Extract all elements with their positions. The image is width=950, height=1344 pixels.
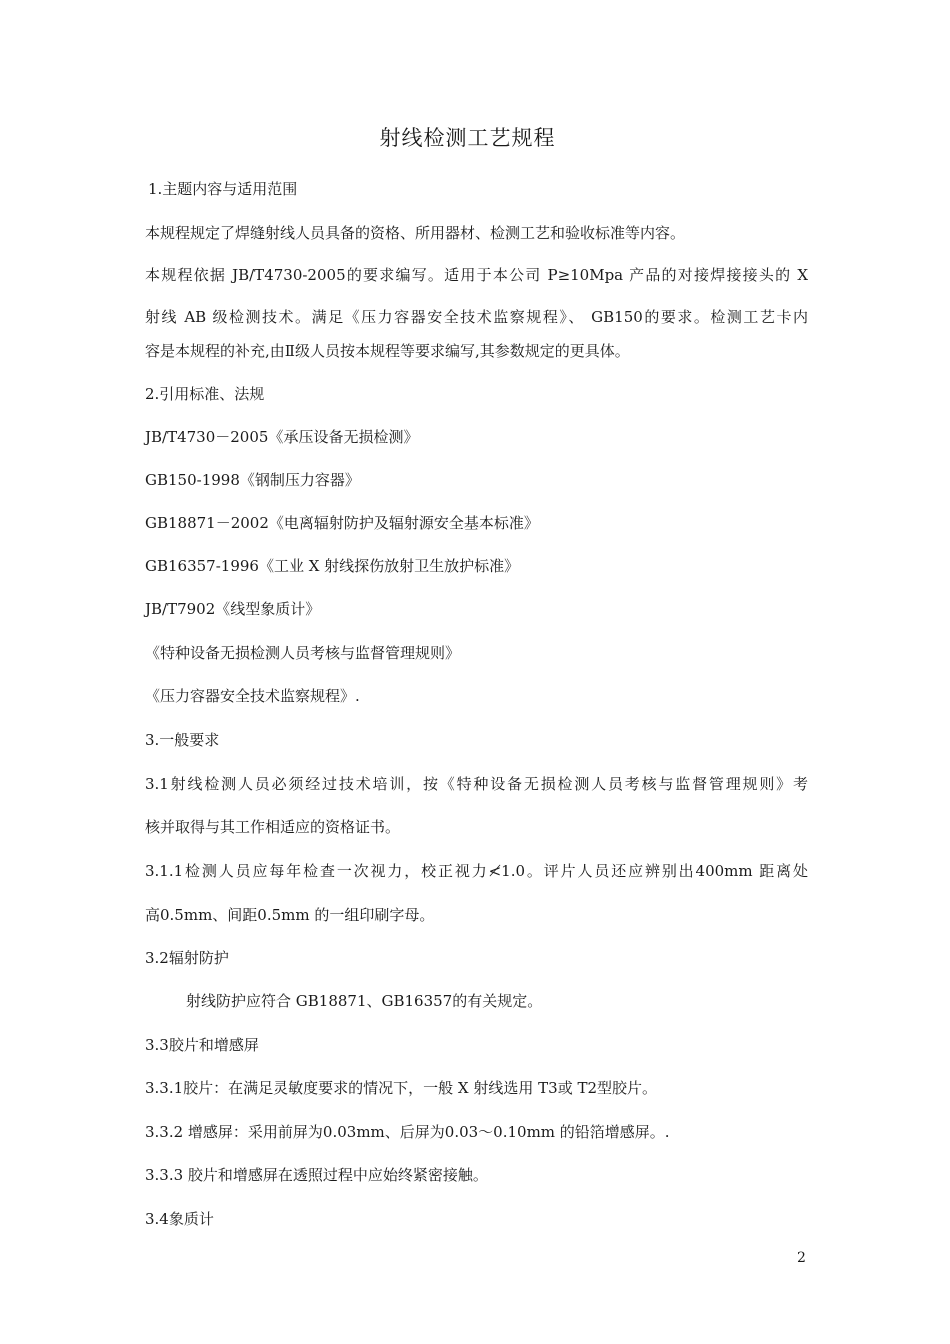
reference-item: GB16357-1996《工业 X 射线探伤放射卫生放护标准》: [145, 557, 520, 575]
subsection-heading: 3.3胶片和增感屏: [145, 1036, 259, 1054]
reference-item: 《特种设备无损检测人员考核与监督管理规则》: [145, 644, 461, 662]
page-number: 2: [797, 1250, 806, 1266]
paragraph-line: 容是本规程的补充,由Ⅱ级人员按本规程等要求编写,其参数规定的更具体。: [145, 342, 630, 360]
paragraph-line: 本规程规定了焊缝射线人员具备的资格、所用器材、检测工艺和验收标准等内容。: [145, 224, 686, 242]
section-2-heading: 2.引用标准、法规: [145, 385, 265, 403]
subsection-heading: 3.4象质计: [145, 1210, 214, 1228]
reference-item: JB/T7902《线型象质计》: [145, 600, 321, 618]
section-3-heading: 3.一般要求: [145, 731, 220, 749]
paragraph-line: 3.3.3 胶片和增感屏在透照过程中应始终紧密接触。: [145, 1166, 488, 1184]
subsection-heading: 3.2辐射防护: [145, 949, 229, 967]
paragraph-line: 3.1射线检测人员必须经过技术培训，按《特种设备无损检测人员考核与监督管理规则》考: [145, 775, 808, 793]
paragraph-line: 本规程依据 JB/T4730-2005的要求编写。适用于本公司 P≥10Mpa 产品的对接焊接接头的 X: [145, 266, 808, 284]
reference-item: GB18871－2002《电离辐射防护及辐射源安全基本标准》: [145, 514, 539, 532]
document-title: 射线检测工艺规程: [379, 126, 556, 150]
paragraph-line: 3.3.2 增感屏：采用前屏为0.03mm、后屏为0.03～0.10mm 的铅箔增感屏。.: [145, 1123, 670, 1141]
paragraph-line: 射线 AB 级检测技术。满足《压力容器安全技术监察规程》、 GB150的要求。检测工艺卡内: [145, 308, 808, 326]
paragraph-line: 核并取得与其工作相适应的资格证书。: [145, 818, 401, 836]
reference-item: GB150-1998《钢制压力容器》: [145, 471, 360, 489]
paragraph-line: 3.1.1检测人员应每年检查一次视力，校正视力≮1.0。评片人员还应辨别出400mm 距离处: [145, 862, 808, 880]
paragraph-line: 射线防护应符合 GB18871、GB16357的有关规定。: [186, 992, 543, 1010]
section-1-heading: 1.主题内容与适用范围: [148, 180, 298, 198]
reference-item: 《压力容器安全技术监察规程》.: [145, 687, 360, 705]
reference-item: JB/T4730－2005《承压设备无损检测》: [145, 428, 419, 446]
paragraph-line: 高0.5mm、间距0.5mm 的一组印刷字母。: [145, 906, 435, 924]
paragraph-line: 3.3.1胶片：在满足灵敏度要求的情况下，一般 X 射线选用 T3或 T2型胶片。: [145, 1079, 658, 1097]
